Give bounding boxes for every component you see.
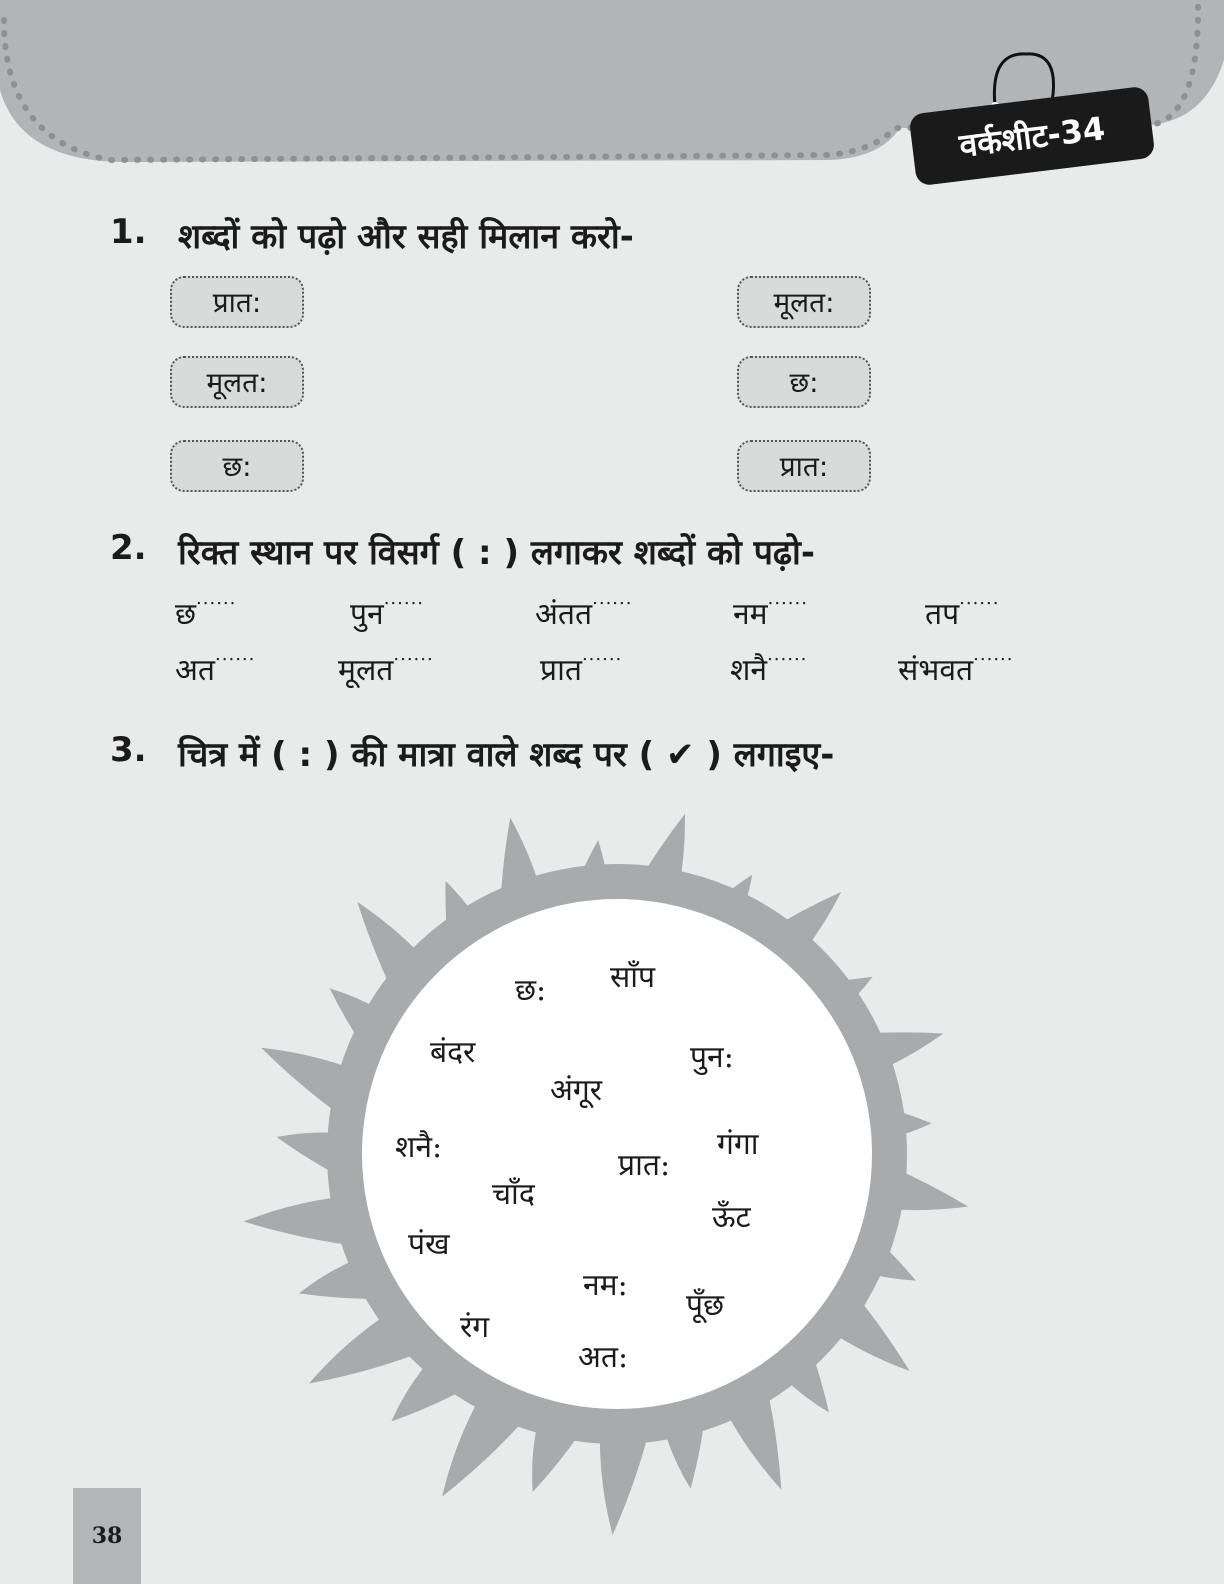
blank-word-stem: नम (733, 597, 768, 632)
sun-word[interactable]: अत: (578, 1340, 629, 1375)
sun-word[interactable]: गंगा (717, 1127, 759, 1162)
match-right-3[interactable]: प्रात: (737, 440, 871, 492)
sun-word[interactable]: प्रात: (618, 1148, 671, 1183)
question-1-text: शब्दों को पढ़ो और सही मिलान करो- (178, 217, 634, 257)
sun-word[interactable]: पंख (408, 1227, 450, 1262)
question-2-number: 2. (110, 528, 147, 568)
sun-word[interactable]: छ: (515, 973, 547, 1008)
blank-word-stem: संभवत (898, 653, 974, 688)
blank-word-stem: पुन (350, 597, 384, 632)
sun-word[interactable]: चाँद (492, 1177, 535, 1212)
blank-word-stem: शनै (730, 653, 768, 688)
blank-dots: ...... (767, 644, 808, 665)
question-3-number: 3. (110, 730, 147, 770)
worksheet-tag: वर्कशीट-34 (909, 86, 1156, 187)
blank-word[interactable] (175, 644, 256, 689)
blank-dots: ...... (959, 588, 1000, 609)
question-2 (110, 528, 815, 574)
sun-word[interactable]: अंगूर (550, 1073, 603, 1108)
blank-dots: ...... (767, 588, 808, 609)
blank-word-stem: मूलत (338, 653, 394, 688)
question-3 (110, 730, 834, 776)
blank-word[interactable] (925, 588, 1000, 633)
sun-word[interactable]: नम: (583, 1268, 628, 1303)
page-number: 38 (73, 1488, 141, 1584)
sun-word[interactable]: साँप (610, 960, 656, 995)
match-left-2[interactable]: मूलत: (170, 356, 304, 408)
blank-word[interactable] (733, 588, 808, 633)
match-left-3[interactable]: छ: (170, 440, 304, 492)
sun-word[interactable]: ऊँट (712, 1200, 751, 1235)
question-1-number: 1. (110, 212, 147, 252)
blank-dots: ...... (196, 588, 237, 609)
blank-word[interactable] (540, 644, 623, 689)
blank-dots: ...... (592, 588, 633, 609)
question-1 (110, 212, 634, 258)
blank-dots: ...... (973, 644, 1014, 665)
blank-dots: ...... (393, 644, 434, 665)
sun-word[interactable]: शनै: (395, 1130, 443, 1165)
sun-word[interactable]: पूँछ (686, 1288, 725, 1323)
sun-word[interactable]: रंग (460, 1310, 490, 1345)
blank-dots: ...... (215, 644, 256, 665)
sun-word[interactable]: बंदर (430, 1035, 476, 1070)
blank-dots: ...... (383, 588, 425, 609)
blank-word[interactable] (730, 644, 808, 689)
match-left-1[interactable]: प्रात: (170, 276, 304, 328)
blank-word[interactable] (175, 588, 237, 633)
sun-word[interactable]: पुन: (690, 1040, 734, 1075)
blank-word-stem: प्रात (540, 653, 582, 688)
blank-word[interactable] (898, 644, 1014, 689)
sun-illustration (225, 790, 985, 1550)
blank-word-stem: अत (175, 653, 216, 688)
question-3-text: चित्र में ( : ) की मात्रा वाले शब्द पर ( ✔ ) लगाइए- (178, 735, 835, 775)
blank-word-stem: अंतत (535, 597, 593, 632)
match-right-2[interactable]: छ: (737, 356, 871, 408)
blank-word-stem: छ (175, 597, 197, 632)
blank-word[interactable] (350, 588, 425, 633)
blank-dots: ...... (581, 644, 623, 665)
match-right-1[interactable]: मूलत: (737, 276, 871, 328)
blank-word[interactable] (338, 644, 434, 689)
question-2-text: रिक्त स्थान पर विसर्ग ( : ) लगाकर शब्दों को पढ़ो- (178, 533, 815, 573)
blank-word-stem: तप (925, 597, 960, 632)
blank-word[interactable] (535, 588, 633, 633)
